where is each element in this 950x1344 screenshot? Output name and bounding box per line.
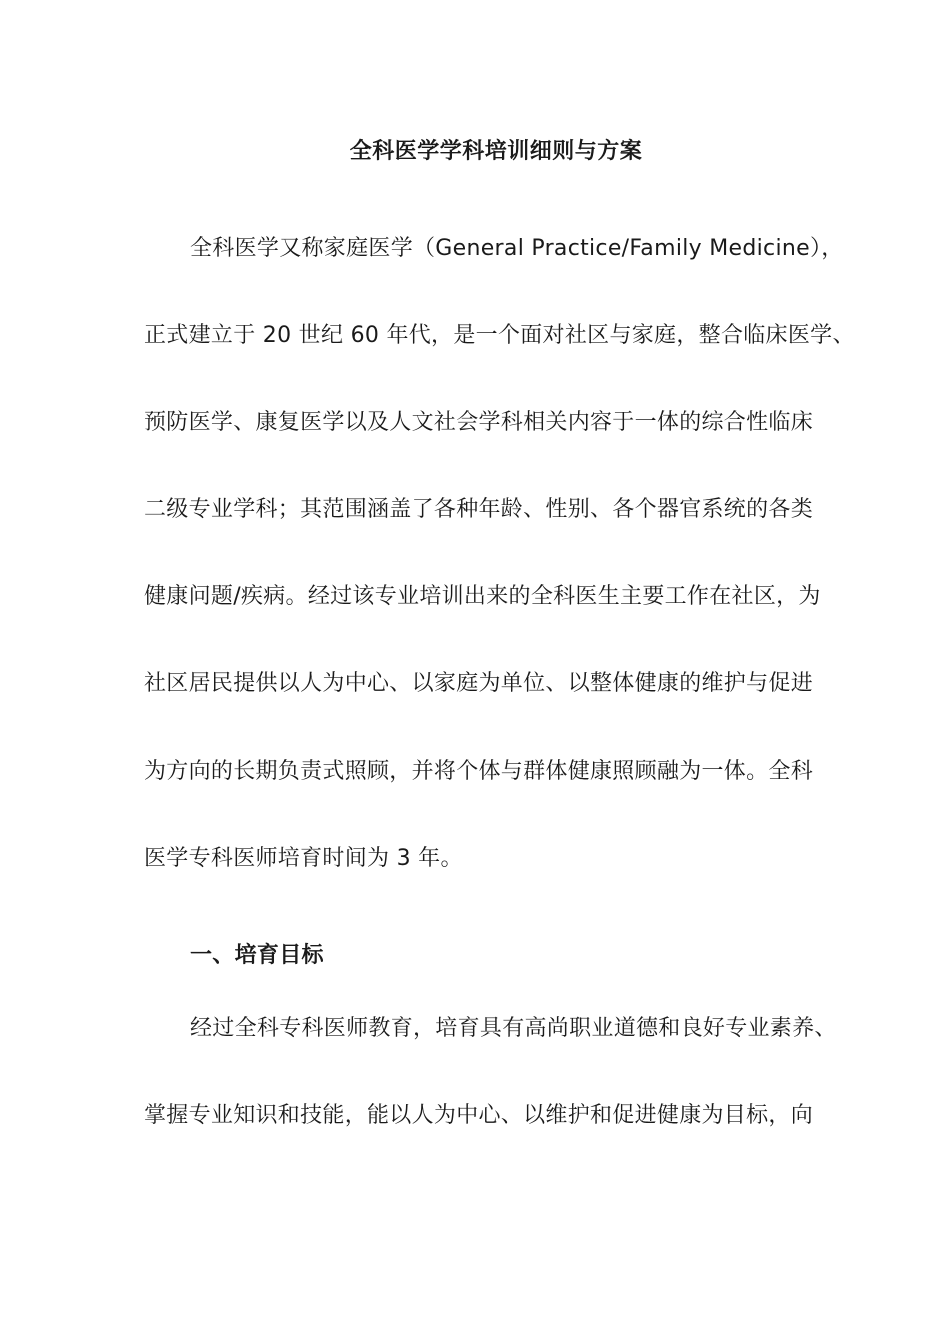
goals-line-2: 掌握专业知识和技能，能以人为中心、以维护和促进健康为目标，向 [144,1103,814,1128]
intro-line-1: 全科医学又称家庭医学（General Practice/Family Medicine）， [190,236,844,261]
intro-line-5: 健康问题/疾病。经过该专业培训出来的全科医生主要工作在社区，为 [144,584,821,609]
intro-line-6: 社区居民提供以人为中心、以家庭为单位、以整体健康的维护与促进 [144,671,814,696]
intro-line-4: 二级专业学科；其范围涵盖了各种年龄、性别、各个器官系统的各类 [144,497,814,522]
intro-line-8: 医学专科医师培育时间为 3 年。 [144,846,463,871]
section-heading-goals: 一、培育目标 [190,943,324,968]
document-title: 全科医学学科培训细则与方案 [349,139,643,164]
goals-line-1: 经过全科专科医师教育，培育具有高尚职业道德和良好专业素养、 [190,1016,837,1041]
intro-line-3: 预防医学、康复医学以及人文社会学科相关内容于一体的综合性临床 [144,410,814,435]
intro-line-7: 为方向的长期负责式照顾，并将个体与群体健康照顾融为一体。全科 [144,759,814,784]
intro-line-2: 正式建立于 20 世纪 60 年代，是一个面对社区与家庭，整合临床医学、 [144,323,855,348]
